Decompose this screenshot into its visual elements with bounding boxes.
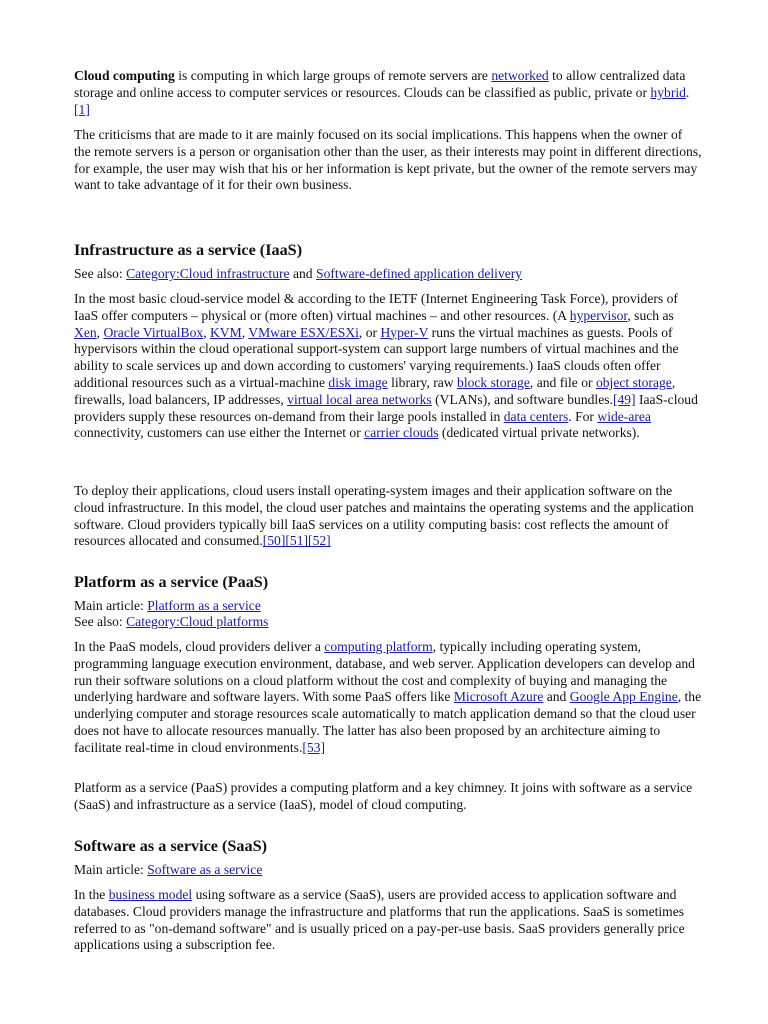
text-run: In the — [74, 887, 109, 902]
inline-link[interactable]: Category:Cloud infrastructure — [126, 266, 290, 281]
inline-link[interactable]: Platform as a service — [147, 598, 261, 613]
text-run: to allow centralized data storage and online access to computer services or resources. Clouds can be classified as public, private or — [74, 68, 686, 100]
inline-link[interactable]: networked — [491, 68, 549, 83]
text-run: , — [203, 324, 210, 340]
inline-link[interactable]: carrier clouds — [364, 425, 439, 441]
inline-link[interactable]: Category:Cloud platforms — [126, 614, 269, 629]
text-run: , the underlying computer and storage resources scale automatically to match application demand so that the cloud user does not have to allocate resources manually. The latter has also been proposed by an architecture aiming to facilitate real-time in cloud environments. — [74, 689, 702, 755]
inline-link[interactable]: Hyper-V — [380, 324, 429, 340]
text-run: connectivity, customers can use either the Internet or — [74, 425, 365, 441]
text-run: , or — [358, 324, 381, 340]
inline-link[interactable]: [51] — [285, 533, 309, 549]
inline-link[interactable]: Microsoft Azure — [453, 689, 544, 705]
inline-link[interactable]: hybrid — [650, 84, 686, 100]
inline-link[interactable]: business model — [108, 887, 193, 902]
iaas-heading: Infrastructure as a service (IaaS) — [74, 241, 303, 259]
text-run: using software as a service (SaaS), users are provided access to application software and databases. Cloud providers manage the infrastructure and platforms that run the applications. SaaS is sometimes referred to as "on-demand software" and is usually priced on a pay-per-use basis. SaaS providers generally price applications using a subscription fee. — [74, 887, 685, 953]
intro-paragraph-2 — [74, 127, 702, 194]
paas-paragraph-1 — [74, 639, 702, 757]
inline-link[interactable]: Oracle VirtualBox — [103, 324, 204, 340]
inline-link[interactable]: VMware ESX/ESXi — [248, 324, 359, 340]
iaas-paragraph-2 — [74, 483, 702, 550]
text-run: . — [685, 84, 690, 100]
text-run: is computing in which large groups of remote servers are — [174, 68, 492, 83]
text-run: Platform as a service (PaaS) provides a computing platform and a key chimney. It joins with software as a service (SaaS) and infrastructure as a service (IaaS), model of cloud computing. — [74, 780, 693, 812]
text-run: , and file or — [529, 374, 596, 390]
inline-link[interactable]: data centers — [503, 408, 569, 424]
inline-link[interactable]: Software as a service — [147, 862, 263, 877]
text-run: (VLANs), and software bundles. — [431, 391, 613, 407]
inline-link[interactable]: wide-area — [597, 408, 651, 424]
text-run: library, raw — [387, 374, 458, 390]
paas-heading: Platform as a service (PaaS) — [74, 573, 269, 591]
inline-link[interactable]: computing platform — [324, 639, 433, 654]
text-run: Main article: — [74, 862, 148, 877]
paas-main-article — [74, 598, 702, 615]
text-run: To deploy their applications, cloud users install operating-system images and their application software on the cloud infrastructure. In this model, the cloud user patches and maintains the operating systems and the application software. Cloud providers typically bill IaaS services on a utility computing basis: cost reflects the amount of resources allocated and consumed. — [74, 483, 694, 549]
text-run: The criticisms that are made to it are mainly focused on its social implications. This happens when the owner of the remote servers is a person or organisation other than the user, as their interests may point in different directions, for example, the user may wish that his or her information is kept private, but the owner of the remote servers may want to take advantage of it for their own business. — [74, 127, 702, 193]
text-run: (dedicated virtual private networks). — [438, 425, 640, 441]
inline-link[interactable]: [1] — [74, 101, 90, 117]
inline-link[interactable]: Google App Engine — [569, 689, 678, 705]
iaas-paragraph-1 — [74, 291, 702, 442]
inline-link[interactable]: hypervisor — [569, 307, 628, 323]
saas-main-article — [74, 862, 702, 879]
inline-link[interactable]: Xen — [74, 324, 97, 340]
text-run: runs the virtual machines as guests. Pools of hypervisors within the cloud operational support-system can support large numbers of virtual machines and the ability to scale services up and down according to customers' varying requirements.) IaaS clouds often offer additional resources such as a virtual-machine — [74, 324, 679, 390]
saas-paragraph-1 — [74, 887, 702, 954]
text-run: See also: — [74, 614, 127, 629]
inline-link[interactable]: [50] — [262, 533, 286, 549]
inline-link[interactable]: [52] — [308, 533, 331, 549]
text-run: and — [289, 266, 317, 281]
bold-term: Cloud computing — [74, 68, 175, 83]
saas-heading: Software as a service (SaaS) — [74, 837, 268, 855]
inline-link[interactable]: block storage — [457, 374, 530, 390]
text-run: In the PaaS models, cloud providers deliver a — [74, 639, 325, 654]
text-run: In the most basic cloud-service model & according to the IETF (Internet Engineering Task Force), providers of IaaS offer computers – physical or (more often) virtual machines – and other resources. (A — [74, 291, 678, 323]
paas-paragraph-2 — [74, 780, 702, 814]
text-run: , — [96, 324, 104, 340]
iaas-see-also — [74, 266, 702, 283]
inline-link[interactable]: KVM — [209, 324, 242, 340]
text-run: and — [543, 689, 570, 705]
text-run: See also: — [74, 266, 127, 281]
inline-link[interactable]: Software-defined application delivery — [316, 266, 523, 281]
text-run: Main article: — [74, 598, 148, 613]
text-run: , typically including operating system, programming language execution environment, database, and web server. Application developers can develop and run their software solutions on a cloud platform without the cost and complexity of buying and managing the underlying hardware and software layers. With some PaaS offers like — [74, 639, 695, 705]
inline-link[interactable]: disk image — [328, 374, 388, 390]
text-run: . For — [568, 408, 598, 424]
text-run: IaaS-cloud providers supply these resources on-demand from their large pools installed in — [74, 391, 698, 424]
text-run: , firewalls, load balancers, IP addresses, — [74, 374, 676, 407]
text-run: , — [241, 324, 249, 340]
inline-link[interactable]: object storage — [595, 374, 672, 390]
intro-paragraph-1 — [74, 68, 702, 118]
inline-link[interactable]: virtual local area networks — [287, 391, 432, 407]
inline-link[interactable]: [53] — [302, 739, 326, 755]
inline-link[interactable]: [49] — [612, 391, 636, 407]
text-run: , such as — [627, 307, 674, 323]
paas-see-also — [74, 614, 702, 631]
